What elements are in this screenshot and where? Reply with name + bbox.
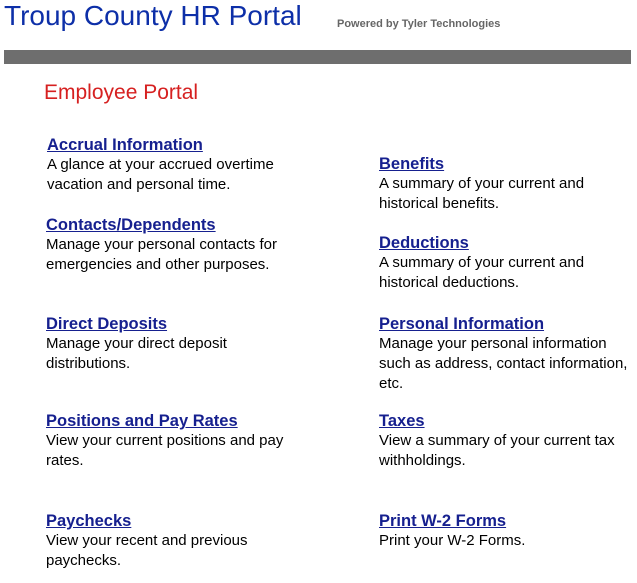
portal-header bbox=[0, 0, 637, 48]
accrual-information-link[interactable]: Accrual Information bbox=[47, 136, 203, 154]
personal-info-item bbox=[379, 314, 637, 394]
personal-information-link[interactable]: Personal Information bbox=[379, 315, 545, 333]
paychecks-description: View your recent and previous paychecks. bbox=[46, 532, 248, 569]
direct-deposits-description: Manage your direct deposit distributions. bbox=[46, 335, 227, 372]
print-w2-forms-link[interactable]: Print W-2 Forms bbox=[379, 512, 507, 530]
paychecks-item bbox=[46, 511, 281, 571]
deductions-link[interactable]: Deductions bbox=[379, 234, 469, 252]
benefits-link[interactable]: Benefits bbox=[379, 155, 445, 173]
direct-deposits-item bbox=[46, 314, 316, 374]
positions-description: View your current positions and pay rates. bbox=[46, 432, 284, 469]
accrual-item bbox=[47, 135, 317, 195]
deductions-item bbox=[379, 233, 609, 293]
section-title: Employee Portal bbox=[44, 81, 199, 104]
portal-title: Troup County HR Portal bbox=[4, 0, 302, 31]
paychecks-link[interactable]: Paychecks bbox=[46, 512, 132, 530]
contacts-dependents-link[interactable]: Contacts/Dependents bbox=[46, 216, 216, 234]
contacts-description: Manage your personal contacts for emergencies and other purposes. bbox=[46, 236, 277, 273]
positions-item bbox=[46, 411, 316, 471]
positions-pay-rates-link[interactable]: Positions and Pay Rates bbox=[46, 412, 238, 430]
w2-item bbox=[379, 511, 637, 551]
benefits-description: A summary of your current and historical benefits. bbox=[379, 175, 585, 212]
benefits-item bbox=[379, 154, 609, 214]
deductions-description: A summary of your current and historical deductions. bbox=[379, 254, 585, 291]
powered-by-label: Powered by Tyler Technologies bbox=[337, 18, 501, 30]
taxes-description: View a summary of your current tax withholdings. bbox=[379, 432, 615, 469]
contacts-item bbox=[46, 215, 316, 275]
w2-description: Print your W-2 Forms. bbox=[379, 532, 526, 549]
direct-deposits-link[interactable]: Direct Deposits bbox=[46, 315, 168, 333]
personal-info-description: Manage your personal information such as address, contact information, etc. bbox=[379, 335, 628, 392]
accrual-description: A glance at your accrued overtime vacation and personal time. bbox=[47, 156, 274, 193]
header-divider-bar bbox=[4, 50, 631, 64]
taxes-link[interactable]: Taxes bbox=[379, 412, 425, 430]
taxes-item bbox=[379, 411, 637, 471]
